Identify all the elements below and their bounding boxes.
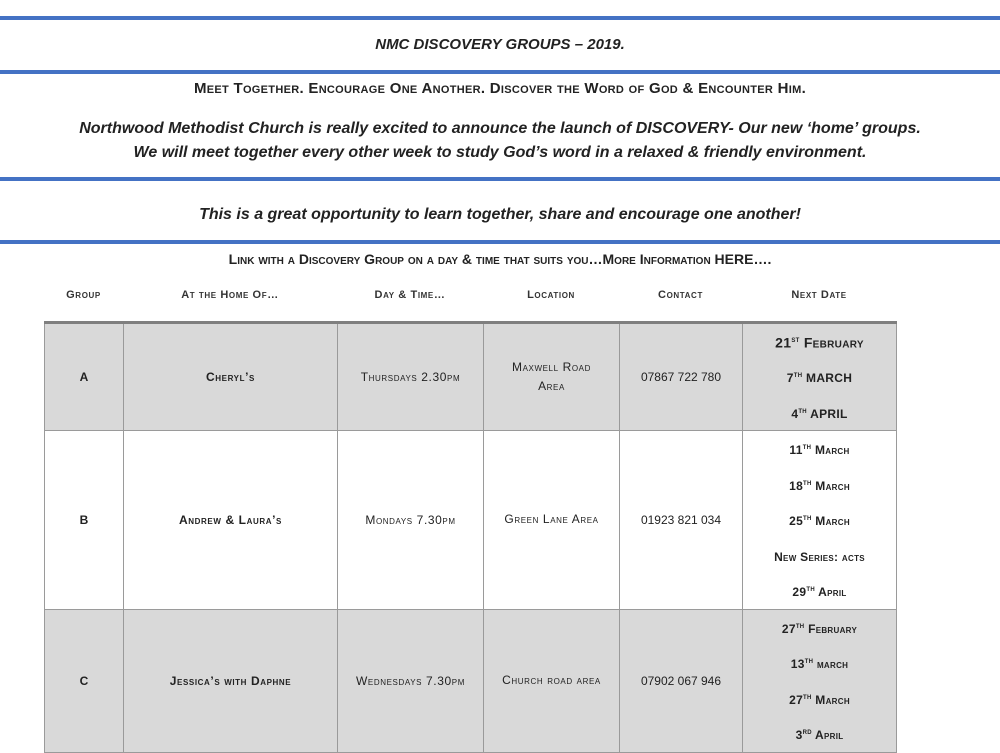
groups-table [44,321,897,753]
location-cell: Church road area [484,609,620,752]
header-group: Group [66,289,101,301]
more-info-link[interactable]: Link with a Discovery Group on a day & time that suits you…More Information HERE…. [228,251,772,267]
intro-text [0,117,1000,165]
next-date [743,359,896,395]
date-suffix: th [802,442,812,452]
next-date [743,573,896,609]
date-month: April [811,728,844,743]
date-number: 27 [789,692,804,707]
next-dates-cell [743,609,897,752]
page-title: NMC DISCOVERY GROUPS – 2019. [375,36,625,53]
top-rule [0,16,1000,20]
date-number: 25 [789,514,804,529]
location-cell: Maxwell Road Area [484,323,620,431]
table-row [45,609,897,752]
date-suffix: st [791,335,800,344]
date-number: 11 [789,443,803,458]
next-dates-cell [743,431,897,610]
date-suffix: th [806,584,815,594]
group-cell: A [45,323,124,431]
date-number: 7 [786,371,794,386]
date-suffix: th [793,370,803,380]
rule-3 [0,177,1000,181]
rule-2 [0,70,1000,74]
date-month: February [799,334,864,351]
contact-cell: 01923 821 034 [620,431,743,610]
date-month: MARCH [802,371,853,386]
date-month: March [811,443,850,458]
day-time-cell: Wednesdays 7.30pm [338,609,484,752]
date-number: 13 [790,657,805,672]
date-number: 18 [789,478,804,493]
home-cell: Andrew & Laura’s [124,431,338,610]
intro-line-1: Northwood Methodist Church is really excited to announce the launch of DISCOVERY- Our new ‘home’ groups. [79,120,921,137]
day-time-cell: Thursdays 2.30pm [338,323,484,431]
next-date [743,431,896,467]
next-date [743,716,896,752]
date-month: April [814,585,847,600]
group-cell: C [45,609,124,752]
next-date [743,502,896,538]
motto: Meet Together. Encourage One Another. Discover the Word of God & Encounter Him. [193,80,807,97]
header-contact: Contact [658,289,703,301]
date-suffix: rd [802,727,812,737]
date-suffix: th [798,405,807,415]
next-date [743,395,896,431]
next-date [743,467,896,503]
date-suffix: th [803,477,812,487]
date-month: march [813,657,849,672]
day-time-cell: Mondays 7.30pm [338,431,484,610]
next-date [743,324,896,359]
date-month: March [811,692,850,707]
date-suffix: th [803,691,812,701]
next-dates-cell [743,323,897,431]
date-number: 4 [791,406,799,421]
next-date [743,645,896,681]
contact-cell: 07867 722 780 [620,323,743,431]
header-home: At the Home Of… [181,289,279,301]
date-month: March [811,514,850,529]
date-month: New Series: acts [774,549,865,564]
header-day: Day & Time… [374,289,446,301]
date-number: 3 [795,728,803,743]
date-suffix: th [795,620,805,630]
header-location: Location [527,289,575,301]
date-suffix: th [803,513,812,523]
date-number: 21 [775,334,792,351]
table-row [45,323,897,431]
date-month: March [811,478,850,493]
date-number: 29 [792,585,807,600]
location-cell: Green Lane Area [484,431,620,610]
header-next-date: Next Date [791,289,847,301]
rule-4 [0,240,1000,244]
table-row [45,431,897,610]
date-suffix: th [804,656,814,666]
contact-cell: 07902 067 946 [620,609,743,752]
intro-line-2: We will meet together every other week to study God’s word in a relaxed & friendly environment. [133,144,867,161]
tagline: This is a great opportunity to learn together, share and encourage one another! [199,206,801,223]
home-cell: Cheryl’s [124,323,338,431]
next-date [743,610,896,646]
date-number: 27 [781,621,796,636]
date-month: APRIL [806,406,848,421]
group-cell: B [45,431,124,610]
home-cell: Jessica’s with Daphne [124,609,338,752]
next-date [743,681,896,717]
date-month: February [804,621,858,636]
next-date [743,538,896,574]
